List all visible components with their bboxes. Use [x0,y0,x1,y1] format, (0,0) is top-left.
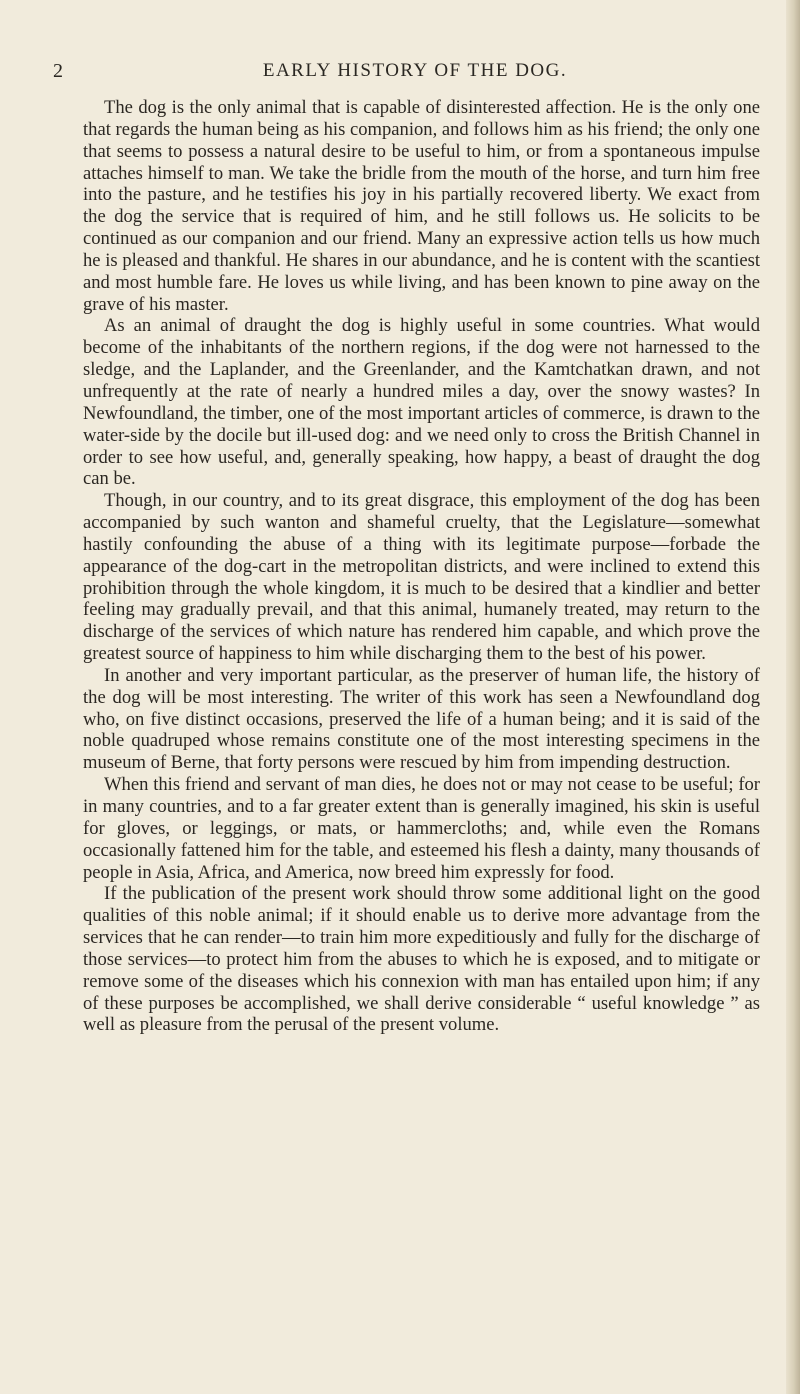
paragraph-useful-after-death: When this friend and servant of man dies, he does not or may not cease to be useful; for in many countries, and to a far greater extent than is generally imagined, his skin is useful for gloves, or leggings, or mats, or hammercloths; and, while even the Romans occasionally fattened him for the table, and esteemed his flesh a dainty, many thousands of people in Asia, Africa, and America, now breed him expressly for food. [83,774,760,883]
page-header [0,60,790,90]
paragraph-preserver-of-life: In another and very important particular, as the preserver of human life, the history of the dog will be most interesting. The writer of this work has seen a Newfoundland dog who, on five distinct occasions, preserved the life of a human being; and it is said of the noble quadruped whose remains constitute one of the most interesting specimens in the museum of Berne, that forty persons were rescued by him from impending destruction. [83,664,760,774]
body-text [83,97,760,1036]
running-head: EARLY HISTORY OF THE DOG. [262,60,568,81]
page-edge-shadow [786,0,800,1394]
paragraph-dog-affection: The dog is the only animal that is capable of disinterested affection. He is the only one that regards the human being as his companion, and follows him as his friend; the only one that seems to possess a natural desire to be useful to him, or from a spontaneous impulse attaches himself to man. We take the bridle from the mouth of the horse, and turn him free into the pasture, and he testifies his joy in his partially recovered liberty. We exact from the dog the service that is required of him, and he still follows us. He solicits to be continued as our companion and our friend. Many an expressive action tells us how much he is pleased and thankful. He shares in our abundance, and he is content with the scantiest and most humble fare. He loves us while living, and has been known to pine away on the grave of his master. [83,97,760,315]
paragraph-draught-animal: As an animal of draught the dog is highly useful in some countries. What would become of the inhabitants of the northern regions, if the dog were not harnessed to the sledge, and the Laplander, and the Greenlander, and the Kamtchatkan drawn, and not unfrequently at the rate of nearly a hundred miles a day, over the snowy wastes? In Newfoundland, the timber, one of the most important articles of commerce, is drawn to the water-side by the docile but ill-used dog: and we need only to cross the British Channel in order to see how useful, and, generally speaking, how happy, a beast of draught the dog can be. [83,315,760,490]
paragraph-purpose-of-work: If the publication of the present work should throw some additional light on the good qualities of this noble animal; if it should enable us to derive more advantage from the services that he can render—to train him more expeditiously and fully for the discharge of those services—to protect him from the abuses to which he is exposed, and to mitigate or remove some of the diseases which his connexion with man has entailed upon him; if any of these purposes be accomplished, we shall derive considerable “ useful knowledge ” as well as pleasure from the perusal of the present volume. [83,883,760,1036]
page-number: 2 [53,60,63,82]
paragraph-dog-cart-legislation: Though, in our country, and to its great disgrace, this employment of the dog has been accompanied by such wanton and shameful cruelty, that the Legislature—somewhat hastily confounding the abuse of a thing with its legitimate purpose—forbade the appearance of the dog-cart in the metropolitan districts, and were inclined to extend this prohibition through the whole kingdom, it is much to be desired that a kindlier and better feeling may gradually prevail, and that this animal, humanely treated, may return to the discharge of the services of which nature has rendered him capable, and which prove the greatest source of happiness to him while discharging them to the best of his power. [83,490,760,665]
